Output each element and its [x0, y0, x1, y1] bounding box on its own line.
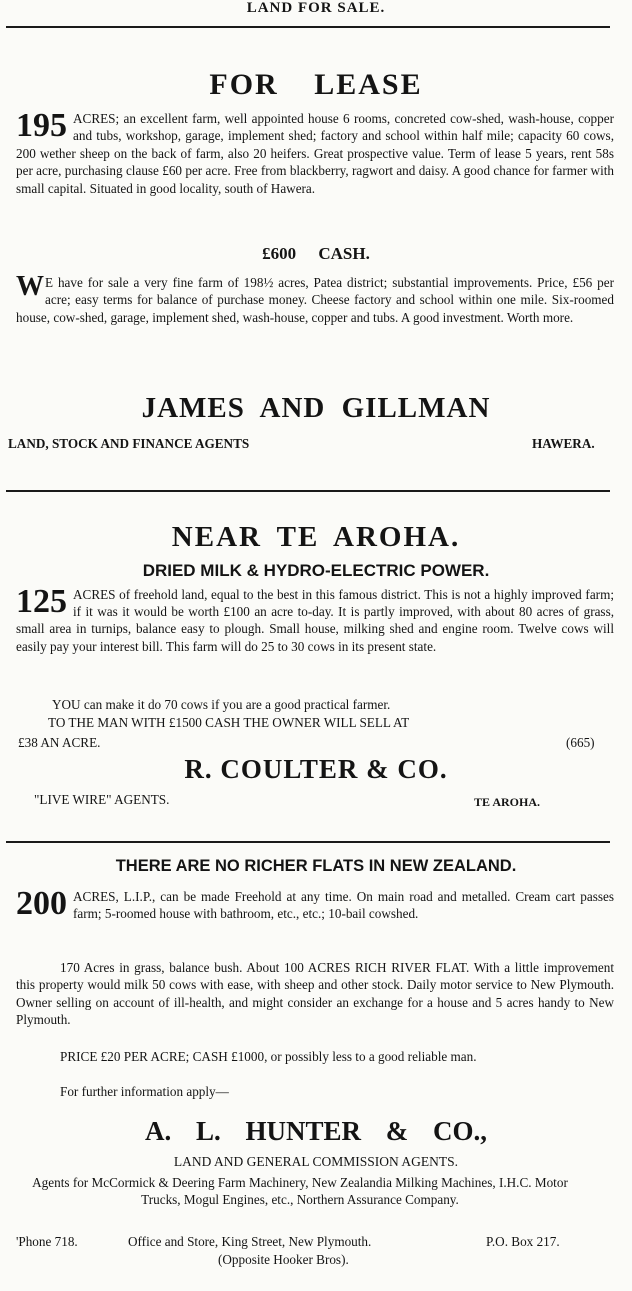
aroha-subheading: DRIED MILK & HYDRO-ELECTRIC POWER. — [142, 561, 490, 580]
agent-town: HAWERA. — [532, 436, 595, 451]
agent-description: LAND, STOCK AND FINANCE AGENTS — [8, 436, 250, 451]
lease-cash-paragraph — [16, 271, 614, 326]
hunter-details: 170 Acres in grass, balance bush. About 100 ACRES RICH RIVER FLAT. With a little improvement this property would milk 50 cows with ease, with sheep and other stock. Daily motor service to New Plymouth. Owner selling on account of ill-health, and might consider an exchange for a house and 5 acres handy to New Plymouth. — [16, 960, 614, 1028]
opposite-note: (Opposite Hooker Bros). — [218, 1252, 349, 1267]
hunter-apply: For further information apply— — [60, 1084, 229, 1099]
lease-paragraph — [16, 107, 614, 197]
agent-description: "LIVE WIRE" AGENTS. — [34, 792, 170, 807]
hunter-heading: THERE ARE NO RICHER FLATS IN NEW ZEALAND. — [115, 857, 517, 875]
lease-description: ACRES; an excellent farm, well appointed house 6 rooms, concreted cow-shed, wash-house, copper and tubs, workshop, garage, implement shed; factory and school within half mile; capacity 60 cows, 200 wether sheep on the back of farm, also 20 heifers. Great prospective value. Term of lease 5 years, rent 58s per acre, purchasing clause £60 per acre. Free from blackberry, ragwort and daisy. A good chance for farmer with small capital. Situated in good locality, south of Hawera. — [16, 111, 614, 196]
aroha-line: YOU can make it do 70 cows if you are a good practical farmer. — [52, 697, 391, 712]
agent-name: R. COULTER & CO. — [184, 754, 448, 784]
po-box: P.O. Box 217. — [486, 1234, 560, 1249]
drop-initial: W — [16, 271, 44, 302]
agencies-list: Agents for McCormick & Deering Farm Machinery, New Zealandia Milking Machines, I.H.C. Motor Trucks, Mogul Engines, etc., Northern Assurance Company. — [32, 1175, 568, 1208]
agent-description: LAND AND GENERAL COMMISSION AGENTS. — [173, 1154, 459, 1169]
aroha-line: TO THE MAN WITH £1500 CASH THE OWNER WILL SELL AT — [48, 715, 410, 730]
lease-heading: FOR LEASE — [209, 68, 423, 101]
aroha-heading: NEAR TE AROHA. — [171, 521, 461, 553]
divider — [6, 841, 610, 843]
lease-acres-number: 195 — [16, 107, 67, 144]
divider — [6, 490, 610, 492]
ad-reference: (665) — [566, 735, 595, 750]
lease-price-heading: £600 CASH. — [262, 244, 370, 263]
hunter-acres-number: 200 — [16, 885, 67, 922]
aroha-paragraph — [16, 583, 614, 655]
aroha-description: ACRES of freehold land, equal to the best in this famous district. This is not a highly improved farm; if it was it would be worth £100 an acre to-day. It is partly improved, with about 80 acres of grass, small area in turnips, balance easy to plough. Small house, milking shed and engine room. Twelve cows will easily pay your interest bill. This farm will do 25 to 30 cows in its present state. — [16, 587, 614, 654]
hunter-description: ACRES, L.I.P., can be made Freehold at any time. On main road and metalled. Cream cart passes farm; 5-roomed house with bathroom, etc., etc.; 10-bail cowshed. — [73, 889, 614, 922]
hunter-price: PRICE £20 PER ACRE; CASH £1000, or possibly less to a good reliable man. — [60, 1049, 477, 1064]
divider — [6, 26, 610, 28]
agent-name: A. L. HUNTER & CO., — [144, 1116, 487, 1146]
hunter-paragraph — [16, 885, 614, 923]
agent-name: JAMES AND GILLMAN — [141, 392, 491, 424]
agent-town: TE AROHA. — [474, 795, 541, 809]
aroha-acres-number: 125 — [16, 583, 67, 620]
cash-description: E have for sale a very fine farm of 198½ acres, Patea district; substantial improvements. Price, £56 per acre; easy terms for balance of purchase money. Cheese factory and school within one mile. Six-roomed house, cow-shed, garage, implement shed, wash-house, copper and tubs. A good investment. Worth more. — [16, 275, 614, 325]
phone-number: 'Phone 718. — [16, 1234, 78, 1249]
section-header: LAND FOR SALE. — [246, 0, 386, 16]
office-address: Office and Store, King Street, New Plymouth. — [128, 1234, 372, 1249]
aroha-line: £38 AN ACRE. — [18, 735, 101, 750]
